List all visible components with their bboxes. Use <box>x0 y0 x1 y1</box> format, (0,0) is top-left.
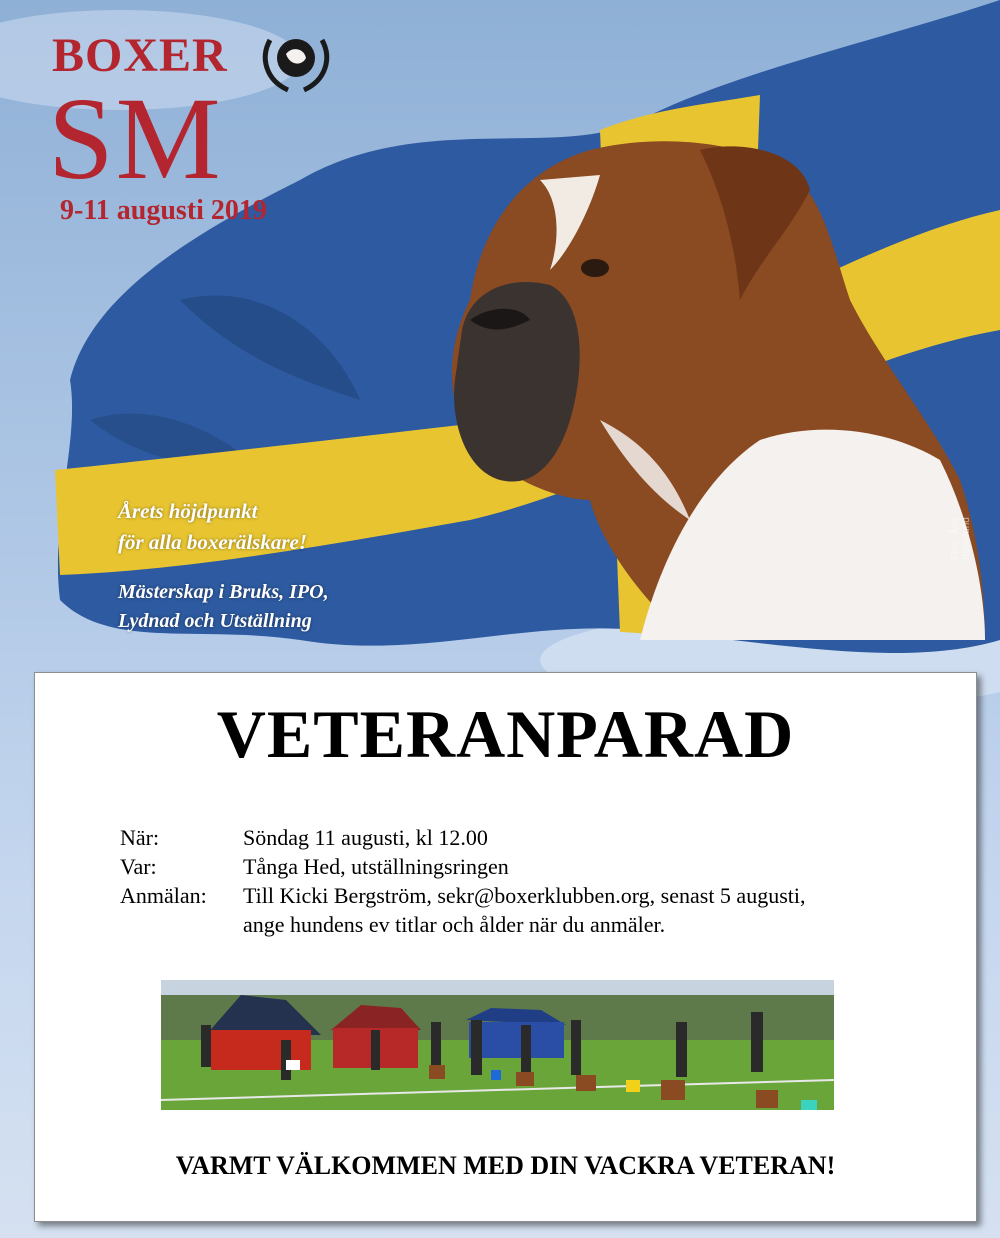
detail-row-registration <box>120 881 963 939</box>
detail-label: Anmälan: <box>120 883 207 908</box>
detail-value-line: ange hundens ev titlar och ålder när du anmäler. <box>243 912 666 937</box>
veteran-parade-photo <box>161 980 834 1110</box>
event-panel <box>34 672 977 1222</box>
detail-label: Var: <box>120 854 157 879</box>
detail-value <box>243 823 963 852</box>
event-title: VETERANPARAD <box>216 696 795 772</box>
disciplines-line: Mästerskap i Bruks, IPO, <box>118 581 329 603</box>
welcome-message: VARMT VÄLKOMMEN MED DIN VACKRA VETERAN! <box>175 1151 836 1180</box>
detail-value-line: Tånga Hed, utställningsringen <box>243 854 509 879</box>
brand-sm: SM <box>48 73 223 204</box>
tagline-line: för alla boxerälskare! <box>118 530 307 554</box>
tagline <box>118 496 307 558</box>
detail-value <box>243 852 963 881</box>
event-dates: 9-11 augusti 2019 <box>60 195 267 226</box>
detail-value <box>243 881 963 939</box>
brand-boxer: BOXER <box>52 29 228 82</box>
event-details <box>120 823 963 939</box>
disciplines <box>118 578 329 636</box>
photo-credit: Foto: Åse Rönnlund <box>950 517 972 560</box>
detail-value-line: Till Kicki Bergström, sekr@boxerklubben.org, senast 5 augusti, <box>243 883 806 908</box>
disciplines-line: Lydnad och Utställning <box>118 610 312 632</box>
event-photo <box>161 980 834 1110</box>
detail-label: När: <box>120 825 160 850</box>
detail-row-when <box>120 823 963 852</box>
detail-value-line: Söndag 11 augusti, kl 12.00 <box>243 825 488 850</box>
tagline-line: Årets höjdpunkt <box>118 499 258 523</box>
detail-row-where <box>120 852 963 881</box>
